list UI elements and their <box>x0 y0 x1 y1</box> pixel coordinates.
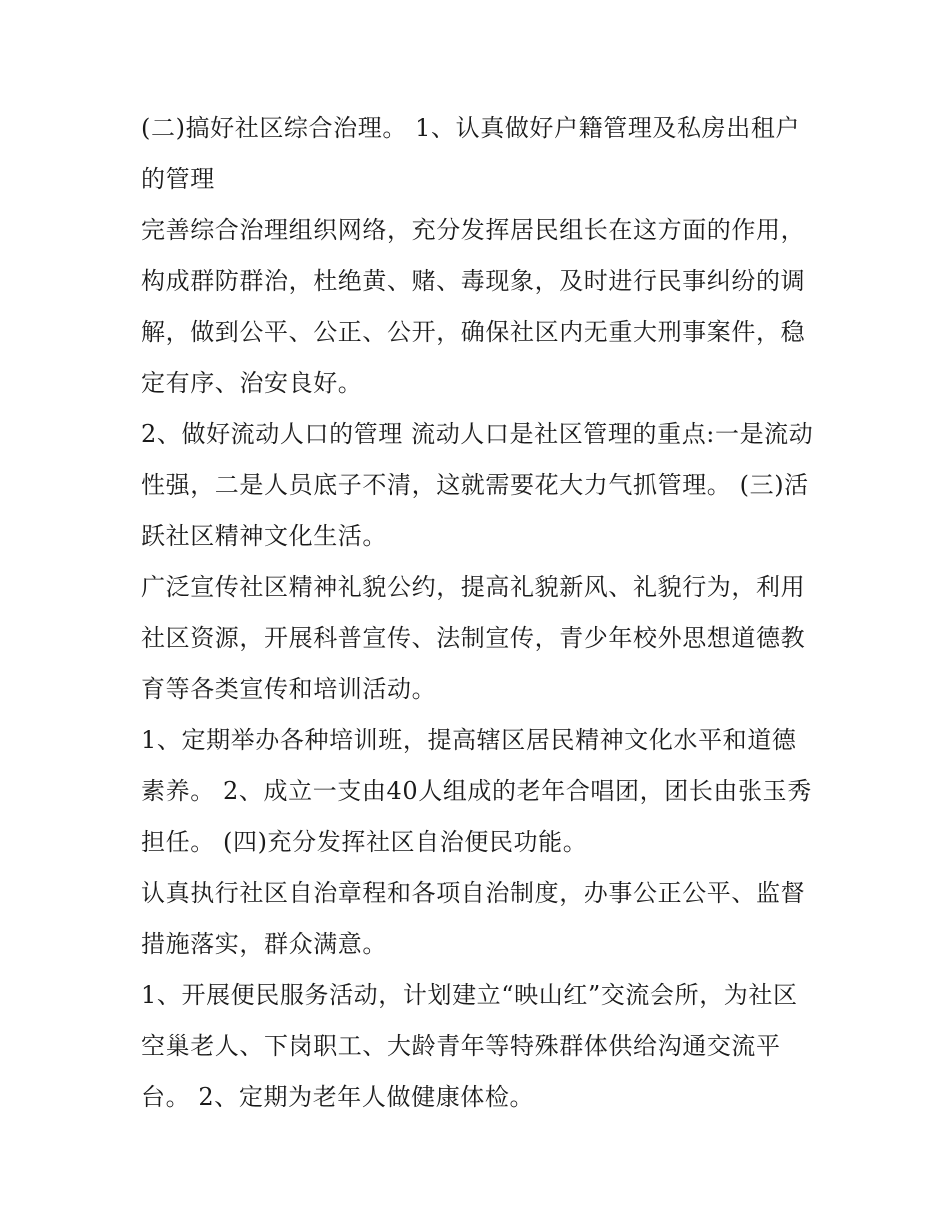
document-body <box>141 103 821 1123</box>
paragraph-governance-network: 完善综合治理组织网络，充分发挥居民组长在这方面的作用，构成群防群治，杜绝黄、赌、毒现象，及时进行民事纠纷的调解，做到公平、公正、公开，确保社区内无重大刑事案件，稳定有序、治安良好。 <box>141 216 806 397</box>
paragraph-community-governance: (二)搞好社区综合治理。 1、认真做好户籍管理及私房出租户的管理 <box>141 114 801 193</box>
paragraph-training-choir: 1、定期举办各种培训班，提高辖区居民精神文化水平和道德素养。 2、成立一支由40人组成的老年合唱团，团长由张玉秀担任。 (四)充分发挥社区自治便民功能。 <box>141 726 812 856</box>
paragraph-floating-population: 2、做好流动人口的管理 流动人口是社区管理的重点:一是流动性强，二是人员底子不清，这就需要花大力气抓管理。 (三)活跃社区精神文化生活。 <box>141 420 814 550</box>
paragraph-self-governance: 认真执行社区自治章程和各项自治制度，办事公正公平、监督措施落实，群众满意。 <box>141 879 806 958</box>
paragraph-publicity: 广泛宣传社区精神礼貌公约，提高礼貌新风、礼貌行为，利用社区资源，开展科普宣传、法制宣传，青少年校外思想道德教育等各类宣传和培训活动。 <box>141 573 806 703</box>
paragraph-convenience-services: 1、开展便民服务活动，计划建立“映山红”交流会所，为社区空巢老人、下岗职工、大龄青年等特殊群体供给沟通交流平台。 2、定期为老年人做健康体检。 <box>141 981 798 1111</box>
